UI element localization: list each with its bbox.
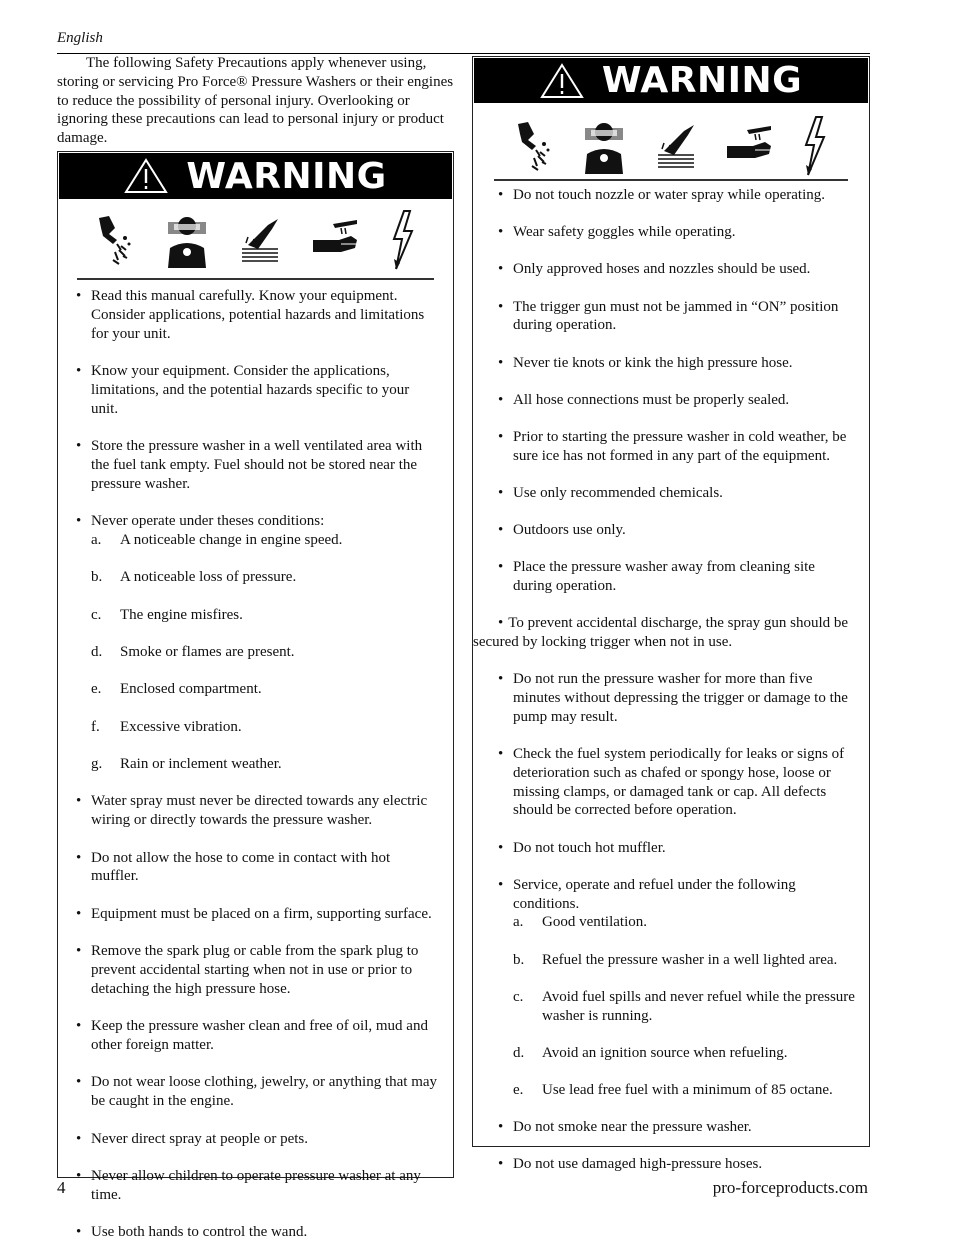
list-item: • Never allow children to operate pressure washer at any time. (76, 1168, 421, 1203)
list-item: • Wear safety goggles while operating. (498, 224, 736, 241)
list-item: • Store the pressure washer in a well ventilated area with the fuel tank empty. Fuel should not be stored near the pressure washer. (76, 437, 423, 492)
safety-goggles-icon (581, 118, 627, 174)
list-item: • Only approved hoses and nozzles should be used. (498, 261, 811, 278)
high-pressure-spray-icon (95, 210, 135, 270)
sub-item: c. Avoid fuel spills and never refuel while the pressure washer is running. (513, 988, 855, 1024)
safety-goggles-icon (164, 212, 210, 268)
intro-paragraph: The following Safety Precautions apply whenever using, storing or servicing Pro Force® Pressure Washers or their engines to reduce the possibility of personal injury. Overlooking or ignoring these precautions can lead to personal injury or product damage. (57, 55, 454, 147)
list-item: • Keep the pressure washer clean and free of oil, mud and other foreign matter. (76, 1018, 428, 1054)
icon-divider (77, 278, 434, 280)
list-item: • Outdoors use only. (498, 522, 626, 539)
list-item: • Place the pressure washer away from cleaning site during operation. (498, 559, 815, 595)
sub-item: e. Use lead free fuel with a minimum of 85 octane. (513, 1081, 833, 1098)
conditions-list (513, 913, 857, 1099)
list-item: • Do not run the pressure washer for more than five minutes without depressing the trigger or damage to the pump may result. (498, 671, 848, 725)
warning-triangle-icon (124, 158, 168, 194)
warning-title: WARNING (601, 60, 803, 101)
warning-title: WARNING (186, 155, 387, 197)
chemical-hazard-icon (725, 124, 775, 168)
list-item: • Check the fuel system periodically for leaks or signs of deterioration such as chafed or spongy hose, loose or missing clamps, or damaged tank or cap. All defects should be corrected before operation. (498, 746, 845, 819)
website-url: pro-forceproducts.com (712, 1178, 868, 1197)
electric-shock-icon (802, 115, 828, 177)
list-item: • Do not touch nozzle or water spray while operating. (498, 187, 825, 203)
list-item: • The trigger gun must not be jammed in “ON” position during operation. (498, 298, 839, 334)
list-item: • Do not smoke near the pressure washer. (498, 1119, 752, 1136)
sub-item: e. Enclosed compartment. (91, 681, 262, 698)
list-item: • Do not touch hot muffler. (498, 839, 666, 856)
list-item: • Use both hands to control the wand. (76, 1224, 308, 1241)
list-item: • Equipment must be placed on a firm, supporting surface. (76, 905, 432, 922)
sub-item: d. Avoid an ignition source when refueling. (513, 1044, 788, 1061)
list-item: • Never direct spray at people or pets. (76, 1130, 308, 1147)
warning-box-left (57, 151, 454, 1241)
sub-item: f. Excessive vibration. (91, 718, 242, 735)
warning-banner (59, 153, 452, 199)
hot-surface-icon (238, 215, 282, 265)
warning-list-right (473, 186, 869, 1174)
warning-banner (474, 58, 868, 103)
warning-box-right (472, 56, 870, 1173)
electric-shock-icon (390, 209, 416, 271)
sub-item: g. Rain or inclement weather. (91, 756, 282, 773)
list-item: • All hose connections must be properly sealed. (498, 391, 790, 408)
list-item: • Do not wear loose clothing, jewelry, or anything that may be caught in the engine. (76, 1074, 438, 1110)
sub-item: b. A noticeable loss of pressure. (91, 569, 297, 586)
high-pressure-spray-icon (514, 116, 554, 176)
language-label: English (57, 30, 103, 46)
list-item: • Read this manual carefully. Know your equipment. Consider applications, potential hazards and limitations for your unit. (76, 288, 425, 342)
hazard-icons (69, 205, 443, 275)
list-item: • Do not allow the hose to come in contact with hot muffler. (76, 849, 391, 885)
sub-item: d. Smoke or flames are present. (91, 643, 295, 660)
conditions-list (91, 531, 439, 774)
chemical-hazard-icon (311, 218, 361, 262)
list-item: • Never operate under theses conditions: a. A noticeable change in engine speed. b. A noticeable loss of pressure. c. The engine misfires. d. Smoke or flames are present. e. Enclosed compartment. f. Excessive vibration. g. Rain or inclement weather. (76, 512, 439, 774)
sub-item: a. Good ventilation. (513, 914, 647, 931)
sub-item: a. A noticeable change in engine speed. (91, 531, 343, 548)
list-item: • Never tie knots or kink the high pressure hose. (498, 354, 793, 371)
page-number: 4 (57, 1178, 66, 1197)
list-item: • Water spray must never be directed towards any electric wiring or directly towards the pressure washer. (76, 793, 428, 829)
list-item: • Service, operate and refuel under the following conditions. a. Good ventilation. b. Refuel the pressure washer in a well lighted area. c. Avoid fuel spills and never refuel while the pressure washer is running. d. Avoid an ignition source when refueling. e. Use lead free fuel with a minimum of 85 octane. (498, 876, 857, 1100)
hot-surface-icon (654, 121, 698, 171)
warning-list-left (58, 287, 453, 1242)
list-item: • Know your equipment. Consider the applications, limitations, and the potential hazards specific to your unit. (76, 362, 410, 417)
warning-triangle-icon (540, 63, 584, 99)
sub-item: c. The engine misfires. (91, 606, 243, 623)
list-item: • Remove the spark plug or cable from the spark plug to prevent accidental starting when not in use or prior to detaching the high pressure hose. (76, 943, 419, 997)
list-item: • Prior to starting the pressure washer in cold weather, be sure ice has not formed in any part of the equipment. (498, 428, 847, 464)
list-item: • Do not use damaged high-pressure hoses. (498, 1156, 763, 1173)
hazard-icons (489, 111, 853, 181)
list-item: • Use only recommended chemicals. (498, 484, 723, 501)
icon-divider (494, 179, 848, 181)
list-item: • To prevent accidental discharge, the spray gun should be secured by locking trigger when not in use. (473, 615, 849, 651)
sub-item: b. Refuel the pressure washer in a well lighted area. (513, 951, 838, 968)
